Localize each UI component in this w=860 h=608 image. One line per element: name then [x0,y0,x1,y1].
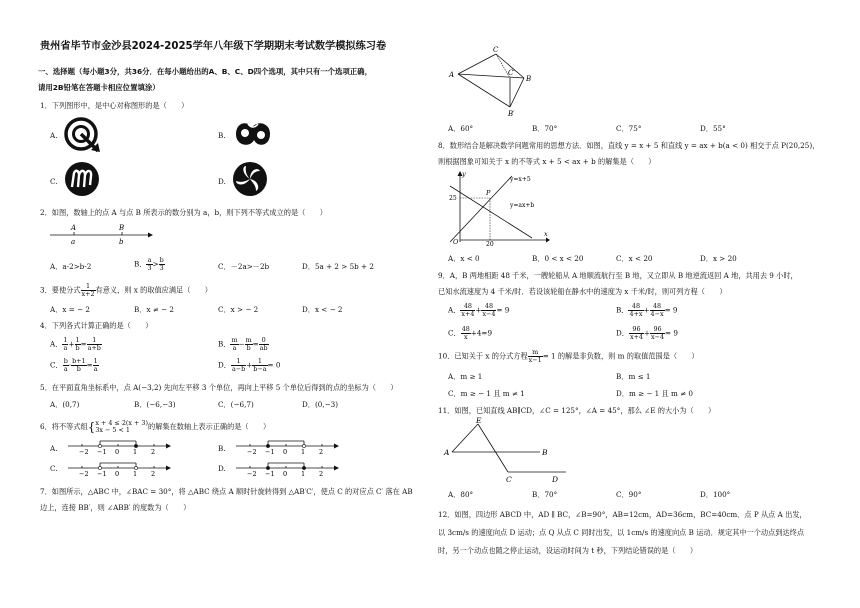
axis-tick-label: 0 [115,448,120,456]
q7-label-a: A [449,71,455,79]
left-column [38,0,430,608]
axis-tick-label: −1 [265,470,275,478]
axis-tick-label: 0 [115,470,120,478]
solution-right-point [302,444,305,447]
q12-stem-line3: 时，另一个动点也随之停止运动，设运动时间为 t 秒，下列结论错误的是（ ） [438,546,698,555]
q1-label-a: A. [50,131,58,140]
q6-number-line-a [64,436,174,458]
axis-tick-label: 1 [133,470,138,478]
section-instructions-line1: 一、选择题（每小题3分，共36分．在每小题给出的A、B、C、D四个选项，其中只有一个选项正确， [38,67,372,76]
q10-stem: 10．已知关于 x 的分式方程 $\frac{m}{x-1}$ = 1 的解是非负数，则 m 的取值范围是（ ） [438,348,699,364]
axis-tick-label: 2 [319,448,324,456]
q2-option-c: C．－2a>－2b [218,262,270,271]
axis-arrow [166,466,171,471]
q11-option-b: B．70° [532,490,558,499]
axis-tick-label: −2 [247,470,257,478]
axis-tick-label: −2 [79,448,89,456]
q9-stem-line2: 已知水流速度为 4 千米/时．若设该轮船在静水中的速度为 x 千米/时，则可列方程（ ） [438,287,727,296]
q9-option-a: A． $\frac{48}{x+4}$ + $\frac{48}{x-4}$ = 9 [448,302,510,318]
axis-tick-label: −2 [79,470,89,478]
q4-option-a: A． $\frac{1}{a}$ + $\frac{1}{b}$ = $\frac{1}{a+b}$ [50,336,101,352]
q8-origin-label: O [453,238,459,246]
q4-stem: 4．下列各式计算正确的是（ ） [40,321,153,330]
q3-option-a: A．x = − 2 [50,305,90,314]
q1-figure-d-pinwheel-icon [232,161,268,197]
q8-y-axis-label: y [462,170,466,178]
q11-option-d: D．100° [700,490,731,499]
q2-stem: 2．如图，数轴上的点 A 与点 B 所表示的数分别为 a，b，则下列不等式成立的是（ ） [40,208,327,217]
solution-right-point [134,444,137,447]
axis-tick-label: 1 [133,448,138,456]
q11-label-a: A [444,448,450,457]
q7-label-c: C [493,46,499,54]
q1-figure-c-m-logo-icon [64,161,100,197]
q8-stem-line1: 8．数形结合是解决数学问题常用的思想方法．如图，直线 y = x + 5 和直线 y = ax + b(a < 0) 相交于点 P(20,25)， [438,141,820,150]
q7-label-b-prime: B′ [508,110,515,118]
q11-stem: 11．如图，已知直线 AB∥CD，∠C = 125°，∠A = 45°，那么 ∠E 的大小为（ ） [438,406,716,415]
axis-arrow [334,444,339,449]
q2-value-a-label: a [71,238,76,246]
q11-label-e: E [476,416,482,425]
q4-option-b: B． $\frac{m}{a}$ − $\frac{m}{b}$ = $\frac{0}{ab}$ [218,336,268,352]
q6-label-a: A. [50,444,58,453]
q7-option-d: D．55° [700,124,726,133]
q3-stem: 3．要使分式 $\frac{1}{x+2}$ 有意义，则 x 的取值应满足（ ） [40,282,212,298]
q8-y-value-label: 25 [449,195,457,202]
axis-arrow [334,466,339,471]
q5-option-c: C．(−6,7) [218,400,254,409]
page-title: 贵州省毕节市金沙县2024-2025学年八年级下学期期末考试数学模拟练习卷 [40,41,387,52]
right-column [436,0,828,608]
q1-label-b: B. [218,131,226,140]
q6-number-line-b [232,436,342,458]
q10-option-d: D．m ≥ − 1 且 m ≠ 0 [616,389,693,398]
q8-stem-line2: 则根据图象可知关于 x 的不等式 x + 5 < ax + b 的解集是（ ） [438,157,656,166]
q3-option-c: C．x > − 2 [218,305,259,314]
q5-option-d: D．(0,−3) [302,400,339,409]
q9-option-d: D． $\frac{96}{x+4}$ + $\frac{96}{x-4}$ = 9 [616,325,678,341]
q10-option-b: B．m ≤ 1 [616,372,651,381]
q11-label-b: B [542,448,548,457]
q2-option-a: A．a-2>b-2 [50,262,92,271]
solution-left-point [98,466,101,469]
q7-stem-line1: 7．如图所示，△ABC 中，∠BAC = 30°，将 △ABC 绕点 A 顺时针旋转得到 △AB′C′，使点 C 的对应点 C′ 落在 AB [40,487,413,496]
q8-option-a: A．x < 0 [448,254,480,263]
q1-stem: 1．下列图形中，是中心对称图形的是（ ） [40,101,189,110]
q2-point-b-label: B [119,224,125,232]
q1-label-d: D. [218,177,226,186]
q7-stem-line2: 边上，连接 BB′，则 ∠ABB′ 的度数为（ ） [40,503,191,512]
solution-right-point [134,466,137,469]
q2-option-d: D．5a + 2 > 5b + 2 [302,262,374,271]
q8-graph [446,170,550,246]
q1-label-c: C. [50,177,58,186]
axis-tick-label: −1 [97,448,107,456]
q7-label-c-prime: C′ [508,69,515,77]
q7-label-b: B [526,75,532,83]
q11-parallel-lines-figure [442,416,572,486]
q5-option-a: A．(0,7) [50,400,80,409]
q6-number-line-c [64,458,174,480]
q10-option-c: C．m ≥ − 1 且 m ≠ 1 [448,389,525,398]
q8-option-d: D．x > 20 [700,254,737,263]
axis-tick-label: −1 [265,448,275,456]
q8-x-value-label: 20 [486,241,494,246]
q9-option-b: B． $\frac{48}{4+x}$ + $\frac{48}{4-x}$ = 9 [616,302,678,318]
solution-left-point [266,444,269,447]
q10-option-a: A．m ≥ 1 [448,372,483,381]
axis-tick-label: 0 [283,470,288,478]
axis-tick-label: 2 [151,470,156,478]
axis-tick-label: 1 [301,448,306,456]
axis-tick-label: 0 [283,448,288,456]
q6-label-b: B. [218,444,226,453]
q2-option-b: B． $\frac{a}{3}$ > $\frac{b}{3}$ [134,256,164,272]
q9-stem-line1: 9．A，B 两地相距 48 千米，一艘轮船从 A 地顺流航行至 B 地，又立即从 B 地逆流返回 A 地，共用去 9 小时， [438,271,798,280]
section-instructions-line2: 请用2B铅笔在答题卡相应位置填涂） [38,83,160,92]
q1-figure-a-circle-arrow-icon [64,116,102,154]
q12-stem-line2: 以 3cm/s 的速度向点 D 运动；点 Q 从点 C 同时出发，以 1cm/s 的速度向点 B 运动．规定其中一个动点到达终点 [438,528,805,537]
q6-number-line-d [232,458,342,480]
q1-figure-b-swirl-icon [232,116,274,154]
q8-line2-label: y=ax+b [510,202,535,209]
q8-point-p-label: P [486,189,491,197]
q4-option-c: C． $\frac{b}{a}$ · $\frac{b+1}{b}$ = $\frac{1}{a}$ [50,357,98,373]
q11-option-c: C．90° [616,490,642,499]
q8-line1-label: y=x+5 [510,176,531,183]
q7-option-b: B．70° [532,124,558,133]
q6-label-c: C. [50,464,58,473]
q9-option-c: C． $\frac{48}{x}$ +4=9 [448,325,493,341]
axis-tick-label: 2 [319,470,324,478]
solution-right-point [302,466,305,469]
axis-arrow [166,444,171,449]
q3-option-b: B．x ≠ − 2 [134,305,174,314]
q3-option-d: D．x < − 2 [302,305,343,314]
q8-x-axis-label: x [544,230,548,238]
q4-option-d: D． $\frac{1}{a-b}$ + $\frac{1}{b-a}$ = 0 [218,357,281,373]
q8-option-b: B．0 < x < 20 [532,254,584,263]
axis-tick-label: −1 [97,470,107,478]
axis-tick-label: 2 [151,448,156,456]
q7-option-a: A．60° [448,124,474,133]
q7-option-c: C．75° [616,124,642,133]
q8-option-c: C．x < 20 [616,254,653,263]
q11-label-d: D [552,475,559,484]
q11-label-c: C [506,475,512,484]
axis-tick-label: 1 [301,470,306,478]
axis-tick-label: −2 [247,448,257,456]
q2-number-line [48,221,154,247]
q12-stem-line1: 12．如图，四边形 ABCD 中，AD ∥ BC，∠B=90°，AB=12cm，AD=36cm，BC=40cm．点 P 从点 A 出发， [438,510,807,519]
q7-triangle-figure [444,44,534,120]
q6-label-d: D. [218,464,226,473]
q5-stem: 5．在平面直角坐标系中，点 A(−3,2) 先向左平移 3 个单位，再向上平移 5 个单位后得到的点的坐标为（ ） [40,383,398,392]
q2-point-a-label: A [71,224,77,232]
q5-option-b: B．(−6,−3) [134,400,176,409]
q11-option-a: A．80° [448,490,474,499]
q6-stem: 6．将不等式组{ x + 4 ≤ 2(x + 3) 3x − 5 < 1 的解集在数轴上表示正确的是（ ） [40,419,271,434]
q2-value-b-label: b [119,238,124,246]
solution-left-point [98,444,101,447]
solution-left-point [266,466,269,469]
